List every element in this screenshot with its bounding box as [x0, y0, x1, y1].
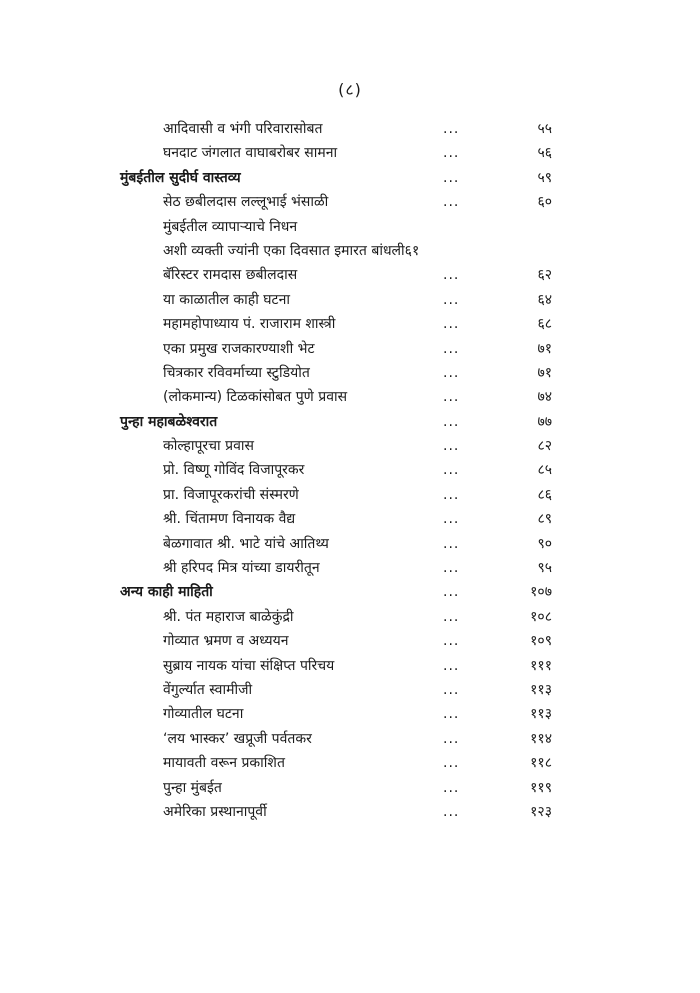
- toc-entry-page: ९५: [537, 560, 552, 577]
- toc-entry-leader: ...: [443, 730, 460, 747]
- toc-entry: [0, 605, 700, 629]
- toc-entry-leader: ...: [443, 145, 460, 162]
- toc-entry-page: १२३: [530, 803, 552, 820]
- toc-entry-page: ७१: [537, 340, 552, 357]
- toc-entry: [0, 556, 700, 580]
- toc-entry-page: ११३: [530, 706, 552, 723]
- toc-entry: [0, 434, 700, 458]
- toc-entry: [0, 702, 700, 726]
- toc-entry: [0, 337, 700, 361]
- toc-entry-page: ५६: [537, 145, 552, 162]
- toc-entry-leader: ...: [443, 657, 460, 674]
- toc-entry-title: अशी व्यक्ती ज्यांनी एका दिवसात इमारत बांधली६१: [163, 242, 420, 259]
- toc-entry-page: ११३: [530, 681, 552, 698]
- toc-entry-leader: ...: [443, 486, 460, 503]
- toc-entry-leader: ...: [443, 291, 460, 308]
- toc-entry: [0, 532, 700, 556]
- toc-entry-page: ८५: [537, 462, 552, 479]
- toc-entry-title: महामहोपाध्याय पं. राजाराम शास्त्री: [163, 316, 336, 333]
- toc-entry-page: १०८: [530, 608, 552, 625]
- toc-entry-leader: ...: [443, 267, 460, 284]
- toc-entry: [0, 458, 700, 482]
- toc-entry-page: ११४: [530, 730, 552, 747]
- toc-entry-title: प्रो. विष्णू गोविंद विजापूरकर: [163, 462, 305, 479]
- toc-entry-leader: ...: [443, 633, 460, 650]
- toc-entry: [0, 263, 700, 287]
- toc-entry-title: सुब्राय नायक यांचा संक्षिप्त परिचय: [163, 657, 335, 674]
- toc-entry-title: मायावती वरून प्रकाशित: [163, 755, 285, 772]
- toc-section-heading: [0, 580, 700, 604]
- toc-entry-leader: ...: [443, 608, 460, 625]
- toc-entry: [0, 215, 700, 239]
- toc-entry-page: ८९: [537, 511, 552, 528]
- toc-entry-page: ७४: [537, 389, 552, 406]
- toc-entry-page: ८६: [537, 486, 552, 503]
- toc-entry-leader: ...: [443, 462, 460, 479]
- toc-entry-page: ७७: [537, 413, 552, 430]
- toc-entry-leader: ...: [443, 340, 460, 357]
- toc-entry-page: ११९: [530, 779, 552, 796]
- toc-entry: [0, 629, 700, 653]
- toc-entry: [0, 239, 700, 263]
- page-number: (८): [338, 80, 362, 99]
- toc-entry-title: श्री. पंत महाराज बाळेकुंद्री: [163, 608, 294, 625]
- toc-entry-leader: ...: [443, 121, 460, 137]
- toc-entry-title: आदिवासी व भंगी परिवारासोबत: [163, 121, 323, 137]
- toc-entry: [0, 117, 700, 141]
- toc-entry: [0, 678, 700, 702]
- toc-entry-leader: ...: [443, 681, 460, 698]
- toc-entry-leader: ...: [443, 560, 460, 577]
- toc-entry-title: मुंबईतील व्यापाऱ्याचे निधन: [163, 218, 298, 235]
- toc-entry-page: ११८: [530, 755, 552, 772]
- toc-entry-page: १०७: [530, 584, 552, 601]
- toc-entry-page: १०९: [530, 633, 552, 650]
- toc-entry-leader: ...: [443, 389, 460, 406]
- toc-entry-leader: ...: [443, 535, 460, 552]
- toc-entry-leader: ...: [443, 438, 460, 455]
- toc-entry-page: ६२: [537, 267, 552, 284]
- toc-entry-leader: ...: [443, 316, 460, 333]
- toc-entry-leader: ...: [443, 511, 460, 528]
- toc-entry: [0, 727, 700, 751]
- toc-entry-title: श्री. चिंतामण विनायक वैद्य: [163, 511, 296, 528]
- toc-entry-title: सेठ छबीलदास लल्लूभाई भंसाळी: [163, 194, 329, 211]
- toc-entry-page: ६४: [537, 291, 552, 308]
- toc-entry-leader: ...: [443, 803, 460, 820]
- toc-entry-page: ८२: [537, 438, 552, 455]
- toc-entry-title: कोल्हापूरचा प्रवास: [163, 438, 254, 455]
- toc-entry-page: ६८: [537, 316, 552, 333]
- toc-entry: [0, 483, 700, 507]
- toc-entry-title: गोव्यातील घटना: [163, 706, 244, 723]
- toc-entry: [0, 312, 700, 336]
- toc-entry-page: ५५: [537, 121, 552, 137]
- toc-entry-title: घनदाट जंगलात वाघाबरोबर सामना: [163, 145, 338, 162]
- toc-entry-page: ६०: [537, 194, 552, 211]
- toc-entry-leader: ...: [443, 584, 460, 601]
- toc-entry-leader: ...: [443, 706, 460, 723]
- toc-entry: [0, 654, 700, 678]
- toc-entry-leader: ...: [443, 169, 460, 186]
- toc-entry-title: बॅरिस्टर रामदास छबीलदास: [163, 267, 298, 284]
- toc-entry-title: चित्रकार रविवर्माच्या स्टुडियोत: [163, 364, 310, 381]
- toc-entry-leader: ...: [443, 413, 460, 430]
- toc-section-heading: [0, 410, 700, 434]
- toc-section-title: मुंबईतील सुदीर्घ वास्तव्य: [120, 169, 241, 186]
- toc-entry-title: (लोकमान्य) टिळकांसोबत पुणे प्रवास: [163, 389, 348, 406]
- toc-entry-page: ५९: [537, 169, 552, 186]
- toc-entry-leader: ...: [443, 779, 460, 796]
- toc-section-title: अन्य काही माहिती: [120, 584, 213, 601]
- toc-section-heading: [0, 166, 700, 190]
- toc-entry-leader: ...: [443, 755, 460, 772]
- toc-entry-title: ‘लय भास्कर’ खप्रूजी पर्वतकर: [163, 730, 312, 747]
- toc-entry: [0, 776, 700, 800]
- toc-entry-title: प्रा. विजापूरकरांची संस्मरणे: [163, 486, 299, 503]
- toc-entry-page: ९०: [537, 535, 552, 552]
- toc-entry: [0, 751, 700, 775]
- toc-entry: [0, 385, 700, 409]
- toc-entry: [0, 288, 700, 312]
- toc-entry-leader: ...: [443, 194, 460, 211]
- toc-entry-title: वेंगुर्ल्यात स्वामीजी: [163, 681, 253, 698]
- toc-entry: [0, 141, 700, 165]
- toc-entry: [0, 361, 700, 385]
- toc-entry-title: एका प्रमुख राजकारण्याशी भेट: [163, 340, 315, 357]
- toc-entry-title: गोव्यात भ्रमण व अध्ययन: [163, 633, 289, 650]
- toc-entry-title: या काळातील काही घटना: [163, 291, 291, 308]
- toc-entry-title: अमेरिका प्रस्थानापूर्वी: [163, 803, 267, 820]
- toc-section-title: पुन्हा महाबळेश्वरात: [120, 413, 218, 430]
- toc-entry-page: १११: [530, 657, 552, 674]
- toc-entry-title: पुन्हा मुंबईत: [163, 779, 222, 796]
- toc-entry-leader: ...: [443, 364, 460, 381]
- table-of-contents: [0, 117, 700, 824]
- toc-entry-page: ७१: [537, 364, 552, 381]
- toc-entry-title: श्री हरिपद मित्र यांच्या डायरीतून: [163, 560, 320, 577]
- toc-entry: [0, 507, 700, 531]
- toc-entry-title: बेळगावात श्री. भाटे यांचे आतिथ्य: [163, 535, 329, 552]
- toc-entry: [0, 190, 700, 214]
- toc-entry: [0, 800, 700, 824]
